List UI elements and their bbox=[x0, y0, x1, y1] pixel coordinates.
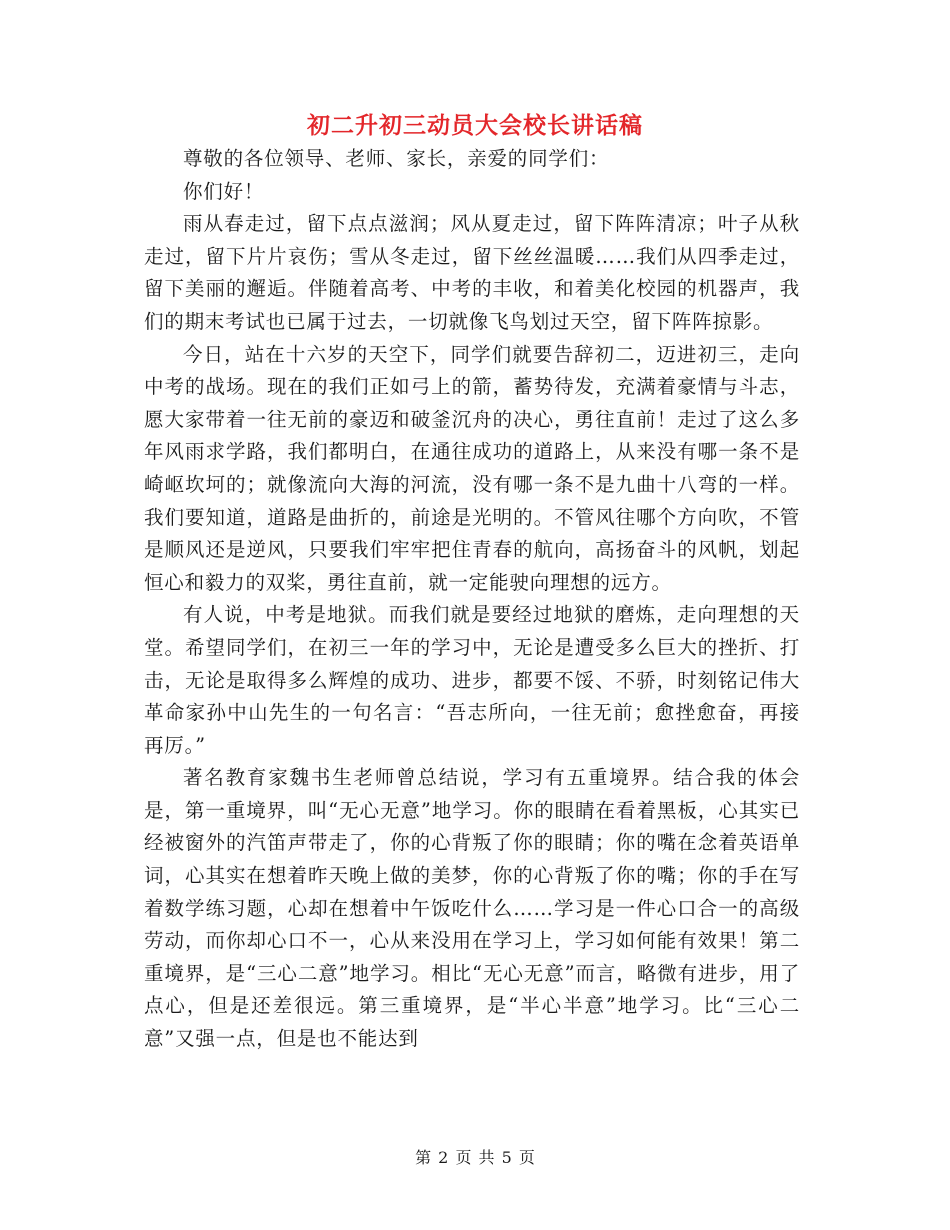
body-paragraph: 有人说，中考是地狱。而我们就是要经过地狱的磨炼，走向理想的天堂。希望同学们，在初三一年的学习中，无论是遭受多么巨大的挫折、打击，无论是取得多么辉煌的成功、进步，都要不馁、不骄，时刻铭记伟大革命家孙中山先生的一句名言：“吾志所向，一往无前；愈挫愈奋，再接再厉。” bbox=[144, 603, 800, 757]
body-paragraph: 雨从春走过，留下点点滋润；风从夏走过，留下阵阵清凉；叶子从秋走过，留下片片哀伤；雪从冬走过，留下丝丝温暖……我们从四季走过，留下美丽的邂逅。伴随着高考、中考的丰收，和着美化校园的机器声，我们的期末考试也已属于过去，一切就像飞鸟划过天空，留下阵阵掠影。 bbox=[144, 212, 800, 333]
greeting-paragraph: 你们好！ bbox=[183, 179, 265, 203]
document-title: 初二升初三动员大会校长讲话稿 bbox=[307, 112, 643, 139]
body-paragraph: 著名教育家魏书生老师曾总结说，学习有五重境界。结合我的体会是，第一重境界，叫“无心无意”地学习。你的眼睛在看着黑板，心其实已经被窗外的汽笛声带走了，你的心背叛了你的眼睛；你的嘴在念着英语单词，心其实在想着昨天晚上做的美梦，你的心背叛了你的嘴；你的手在写着数学练习题，心却在想着中午饭吃什么……学习是一件心口合一的高级劳动，而你却心口不一，心从来没用在学习上，学习如何能有效果！第二重境界，是“三心二意”地学习。相比“无心无意”而言，略微有进步，用了点心，但是还差很远。第三重境界，是“半心半意”地学习。比“三心二意”又强一点，但是也不能达到 bbox=[144, 766, 800, 1051]
page-number-footer: 第 2 页 共 5 页 bbox=[415, 1148, 535, 1167]
document-body bbox=[144, 143, 800, 1056]
salutation-paragraph: 尊敬的各位领导、老师、家长，亲爱的同学们： bbox=[183, 147, 610, 170]
body-paragraph: 今日，站在十六岁的天空下，同学们就要告辞初二，迈进初三，走向中考的战场。现在的我们正如弓上的箭，蓄势待发，充满着豪情与斗志，愿大家带着一往无前的豪迈和破釜沉舟的决心，勇往直前！走过了这么多年风雨求学路，我们都明白，在通往成功的道路上，从来没有哪一条不是崎岖坎坷的；就像流向大海的河流，没有哪一条不是九曲十八弯的一样。我们要知道，道路是曲折的，前途是光明的。不管风往哪个方向吹，不管是顺风还是逆风，只要我们牢牢把住青春的航向，高扬奋斗的风帆，划起恒心和毅力的双桨，勇往直前，就一定能驶向理想的远方。 bbox=[144, 342, 800, 594]
